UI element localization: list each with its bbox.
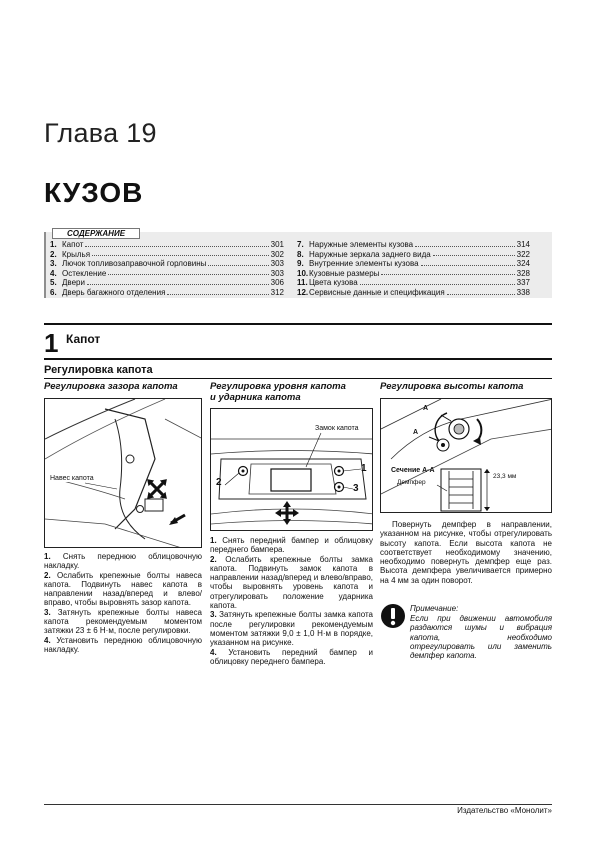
col3-heading: Регулировка высоты капота	[380, 381, 524, 392]
toc-text: Дверь багажного отделения	[62, 287, 166, 297]
step-number: 2.	[44, 570, 51, 580]
toc-num: 6.	[50, 287, 57, 297]
fig-label-a-bottom: А	[413, 429, 419, 436]
step-number: 2.	[210, 554, 217, 564]
step-number: 4.	[210, 647, 217, 657]
step-item	[44, 571, 202, 608]
toc-page: 301	[270, 240, 284, 249]
toc-text: Остекление	[62, 268, 107, 278]
step-item	[44, 636, 202, 655]
toc-left-column	[50, 240, 284, 298]
hood-damper-drawing	[381, 399, 552, 513]
callout-1: 1	[361, 463, 367, 474]
col3-body: Повернуть демпфер в направлении, указанном на рисунке, чтобы отрегулировать высоту капота. Если высота капота не соответствует необходимому значению, необходимо повернуть демпфер еще раз. Высота демпфера увеличивается примерно на 4 мм за один поворот.	[380, 520, 552, 585]
toc-page: 303	[270, 259, 284, 269]
step-number: 3.	[210, 610, 217, 620]
toc-text: Крылья	[62, 249, 91, 259]
toc-page: 328	[516, 268, 530, 278]
step-number: 1.	[210, 536, 217, 545]
toc-text: Капот	[62, 240, 84, 249]
toc-entry[interactable]	[297, 278, 530, 288]
toc-num: 8.	[297, 249, 304, 259]
toc-num: 4.	[50, 268, 57, 278]
toc-page: 306	[270, 278, 284, 288]
callout-3: 3	[353, 483, 359, 494]
fig-label-lock: Замок капота	[315, 425, 359, 432]
footer-rule	[44, 804, 552, 805]
toc-page: 324	[516, 259, 530, 269]
toc-entry[interactable]	[50, 288, 284, 298]
note-title: Примечание:	[410, 604, 459, 613]
step-text: Затянуть крепежные болты замка капота после регулировки рекомендуемым моментом затяжки 9,0 ± 1,0 Н·м в порядке, указанном на рисунке.	[210, 610, 373, 648]
col2-steps	[210, 536, 373, 666]
step-item	[210, 555, 373, 611]
toc-page: 303	[270, 268, 284, 278]
toc-num: 11.	[297, 278, 308, 288]
page-title: КУЗОВ	[44, 177, 144, 208]
step-number: 1.	[44, 552, 51, 561]
toc-page: 314	[516, 240, 530, 249]
toc-text: Наружные зеркала заднего вида	[309, 249, 431, 259]
step-text: Установить передний бампер и облицовку переднего бампера.	[210, 647, 373, 666]
step-text: Затянуть крепежные болты навеса капота рекомендуемым моментом затяжки 23 ± 6 Н·м, после регулировки.	[44, 607, 202, 636]
toc-text: Двери	[62, 278, 85, 288]
fig-label-hinge: Навес капота	[50, 475, 94, 482]
toc-leader	[85, 240, 268, 247]
toc-page: 302	[270, 249, 284, 259]
toc-right-column	[297, 240, 530, 298]
toc-page: 312	[270, 287, 284, 297]
move-arrows-icon	[144, 476, 169, 501]
toc-text: Наружные элементы кузова	[309, 240, 414, 249]
toc-entry[interactable]	[297, 288, 530, 298]
toc-leader	[381, 269, 514, 276]
col2-heading-line1: Регулировка уровня капота	[210, 381, 346, 392]
toc-entry[interactable]	[50, 259, 284, 269]
toc-leader	[447, 288, 515, 295]
callout-2: 2	[216, 477, 222, 488]
section-rule-bottom	[44, 358, 552, 360]
toc-entry[interactable]	[50, 278, 284, 288]
step-item	[44, 608, 202, 636]
figure-hood-damper	[380, 398, 552, 513]
step-text: Ослабить крепежные болты навеса капота. Подвинуть навес капота в направлении назад/вперед и влево/вправо, чтобы выровнять зазор капота.	[44, 570, 202, 608]
toc-label: СОДЕРЖАНИЕ	[52, 228, 140, 239]
step-item	[210, 536, 373, 555]
toc-num: 12.	[297, 287, 309, 297]
toc-entry[interactable]	[50, 250, 284, 260]
publisher-footer: Издательство «Монолит»	[457, 806, 552, 815]
toc-text: Сервисные данные и спецификация	[309, 287, 445, 297]
fig-label-section: Сечение А-А	[391, 467, 435, 474]
toc-entry[interactable]	[50, 269, 284, 279]
toc-num: 3.	[50, 259, 57, 269]
figure-hood-hinge	[44, 398, 202, 548]
toc-leader	[360, 278, 515, 285]
section-rule-top	[44, 323, 552, 325]
toc-num: 2.	[50, 249, 57, 259]
toc-entry[interactable]	[297, 269, 530, 279]
subsection-rule	[44, 378, 552, 379]
hood-hinge-drawing	[45, 399, 202, 548]
toc-leader	[208, 259, 268, 266]
toc-text: Цвета кузова	[309, 278, 358, 288]
toc-num: 7.	[297, 240, 304, 249]
subsection-title: Регулировка капота	[44, 364, 153, 376]
warning-icon	[380, 603, 406, 629]
note-text: Если при движении автомобиля раздаются шумы и вибрация капота, необходимо отрегулировать или заменить демпфер капота.	[410, 614, 552, 661]
toc-leader	[167, 288, 268, 295]
toc-page: 322	[516, 249, 530, 259]
col2-heading-line2: и ударника капота	[210, 391, 301, 403]
toc-leader	[421, 259, 515, 266]
toc-page: 338	[516, 287, 530, 297]
section-number: 1	[44, 328, 59, 358]
step-text: Снять передний бампер и облицовку переднего бампера.	[210, 536, 373, 555]
toc-num: 1.	[50, 240, 57, 249]
toc-entry[interactable]	[297, 259, 530, 269]
col2-heading	[210, 382, 380, 403]
toc-leader	[108, 269, 268, 276]
toc-num: 5.	[50, 278, 57, 288]
step-item	[210, 648, 373, 667]
toc-leader	[87, 278, 269, 285]
toc-num: 9.	[297, 259, 304, 269]
toc-leader	[415, 240, 515, 247]
toc-entry[interactable]	[297, 250, 530, 260]
toc-text: Лючок топливозаправочной горловины	[62, 259, 207, 269]
figure-hood-lock	[210, 408, 373, 531]
chapter-title: Глава 19	[44, 118, 157, 148]
toc-page: 337	[516, 278, 530, 288]
step-text: Снять переднюю облицовочную накладку.	[44, 552, 202, 571]
step-item	[210, 610, 373, 647]
fig-label-dimension: 23,3 мм	[493, 473, 517, 480]
col1-steps	[44, 552, 202, 654]
step-number: 3.	[44, 607, 51, 617]
step-text: Установить переднюю облицовочную накладку.	[44, 635, 202, 654]
toc-text: Внутренние элементы кузова	[309, 259, 419, 269]
toc-text: Кузовные размеры	[309, 268, 380, 278]
toc-leader	[92, 250, 269, 257]
step-item	[44, 552, 202, 571]
fig-label-damper: Демпфер	[397, 479, 426, 486]
step-text: Ослабить крепежные болты замка капота. Подвинуть замок капота в направлении назад/вперед и влево/вправо, чтобы выровнять уровень капота и отрегулировать положение ударника капота.	[210, 554, 373, 611]
step-number: 4.	[44, 635, 51, 645]
toc-leader	[433, 250, 515, 257]
col1-heading: Регулировка зазора капота	[44, 381, 178, 392]
fig-label-a-top: А	[423, 405, 429, 412]
move-cross-arrows-icon	[275, 501, 299, 525]
section-title: Капот	[66, 332, 101, 346]
toc-entry[interactable]	[297, 240, 530, 250]
toc-num: 10.	[297, 268, 309, 278]
toc-entry[interactable]	[50, 240, 284, 250]
